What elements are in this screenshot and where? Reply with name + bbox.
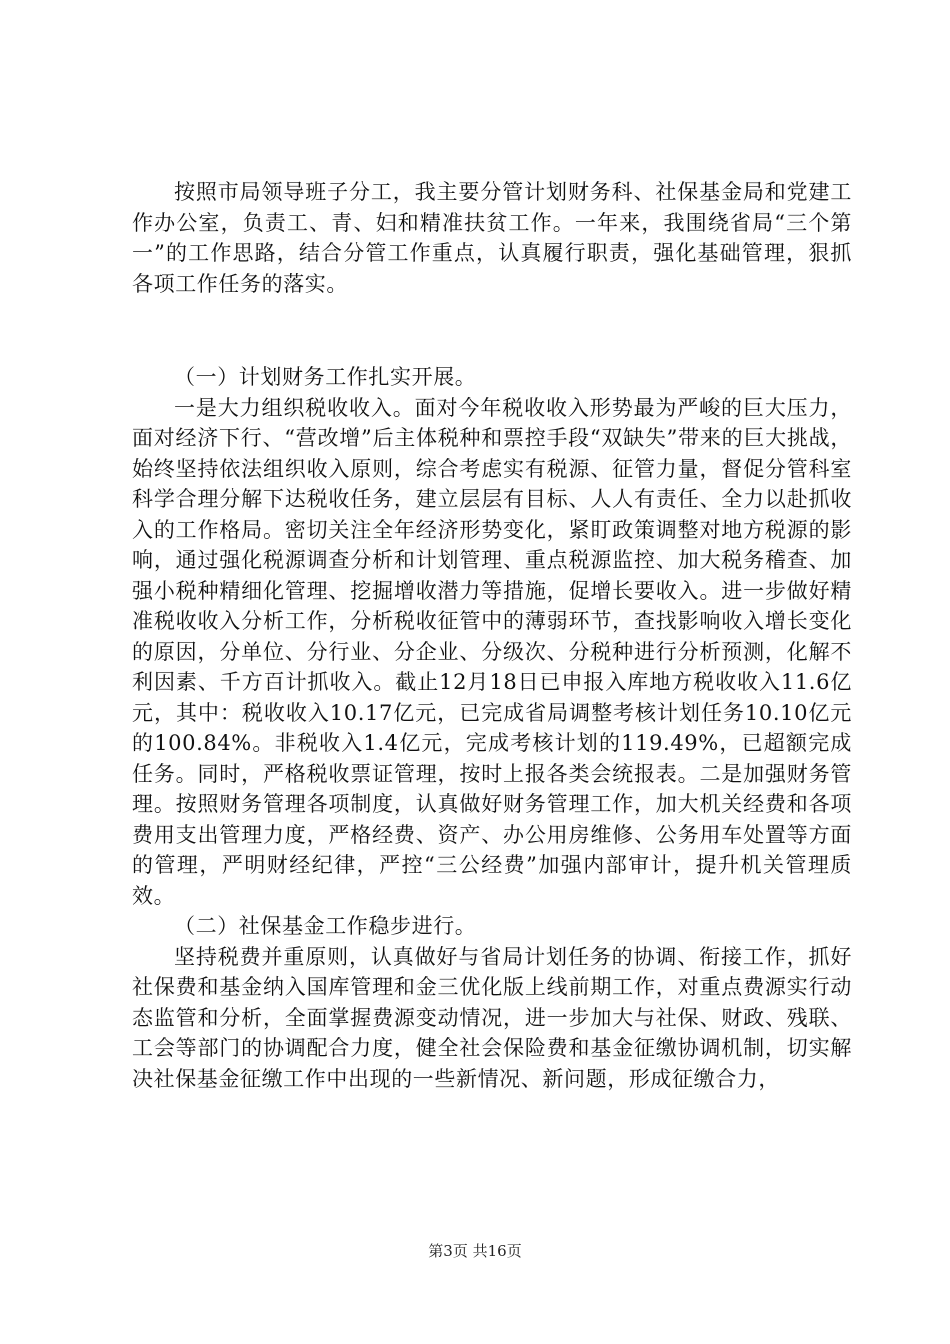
- section2-heading: （二）社保基金工作稳步进行。: [174, 914, 477, 938]
- intro-paragraph: 按照市局领导班子分工，我主要分管计划财务科、社保基金局和党建工作办公室，负责工、青、妇和精准扶贫工作。一年来，我围绕省局“三个第一”的工作思路，结合分管工作重点，认真履行职责，强化基础管理，狠抓各项工作任务的落实。: [132, 180, 852, 296]
- intro-block: [132, 177, 852, 299]
- section1-heading: （一）计划财务工作扎实开展。: [174, 365, 477, 389]
- page-footer: 第3页 共16页: [428, 1242, 522, 1260]
- section1-paragraph: 一是大力组织税收收入。面对今年税收收入形势最为严峻的巨大压力，面对经济下行、“营改增”后主体税种和票控手段“双缺失”带来的巨大挑战，始终坚持依法组织收入原则，综合考虑实有税源、征管力量，督促分管科室科学合理分解下达税收任务，建立层层有目标、人人有责任、全力以赴抓收入的工作格局。密切关注全年经济形势变化，紧盯政策调整对地方税源的影响，通过强化税源调查分析和计划管理、重点税源监控、加大税务稽查、加强小税种精细化管理、挖掘增收潜力等措施，促增长要收入。进一步做好精准税收收入分析工作，分析税收征管中的薄弱环节，查找影响收入增长变化的原因，分单位、分行业、分企业、分级次、分税种进行分析预测，化解不利因素、千方百计抓收入。截止12月18日已申报入库地方税收收入11.6亿元，其中：税收收入10.17亿元，已完成省局调整考核计划任务10.10亿元的100.84%。非税收入1.4亿元，完成考核计划的119.49%，已超额完成任务。同时，严格税收票证管理，按时上报各类会统报表。二是加强财务管理。按照财务管理各项制度，认真做好财务管理工作，加大机关经费和各项费用支出管理力度，严格经费、资产、办公用房维修、公务用车处置等方面的管理，严明财经纪律，严控“三公经费”加强内部审计，提升机关管理质效。: [132, 395, 852, 908]
- sections-block: [132, 362, 852, 1094]
- section2-paragraph: 坚持税费并重原则，认真做好与省局计划任务的协调、衔接工作，抓好社保费和基金纳入国库管理和金三优化版上线前期工作，对重点费源实行动态监管和分析，全面掌握费源变动情况，进一步加大与社保、财政、残联、工会等部门的协调配合力度，健全社会保险费和基金征缴协调机制，切实解决社保基金征缴工作中出现的一些新情况、新问题，形成征缴合力，: [132, 944, 852, 1091]
